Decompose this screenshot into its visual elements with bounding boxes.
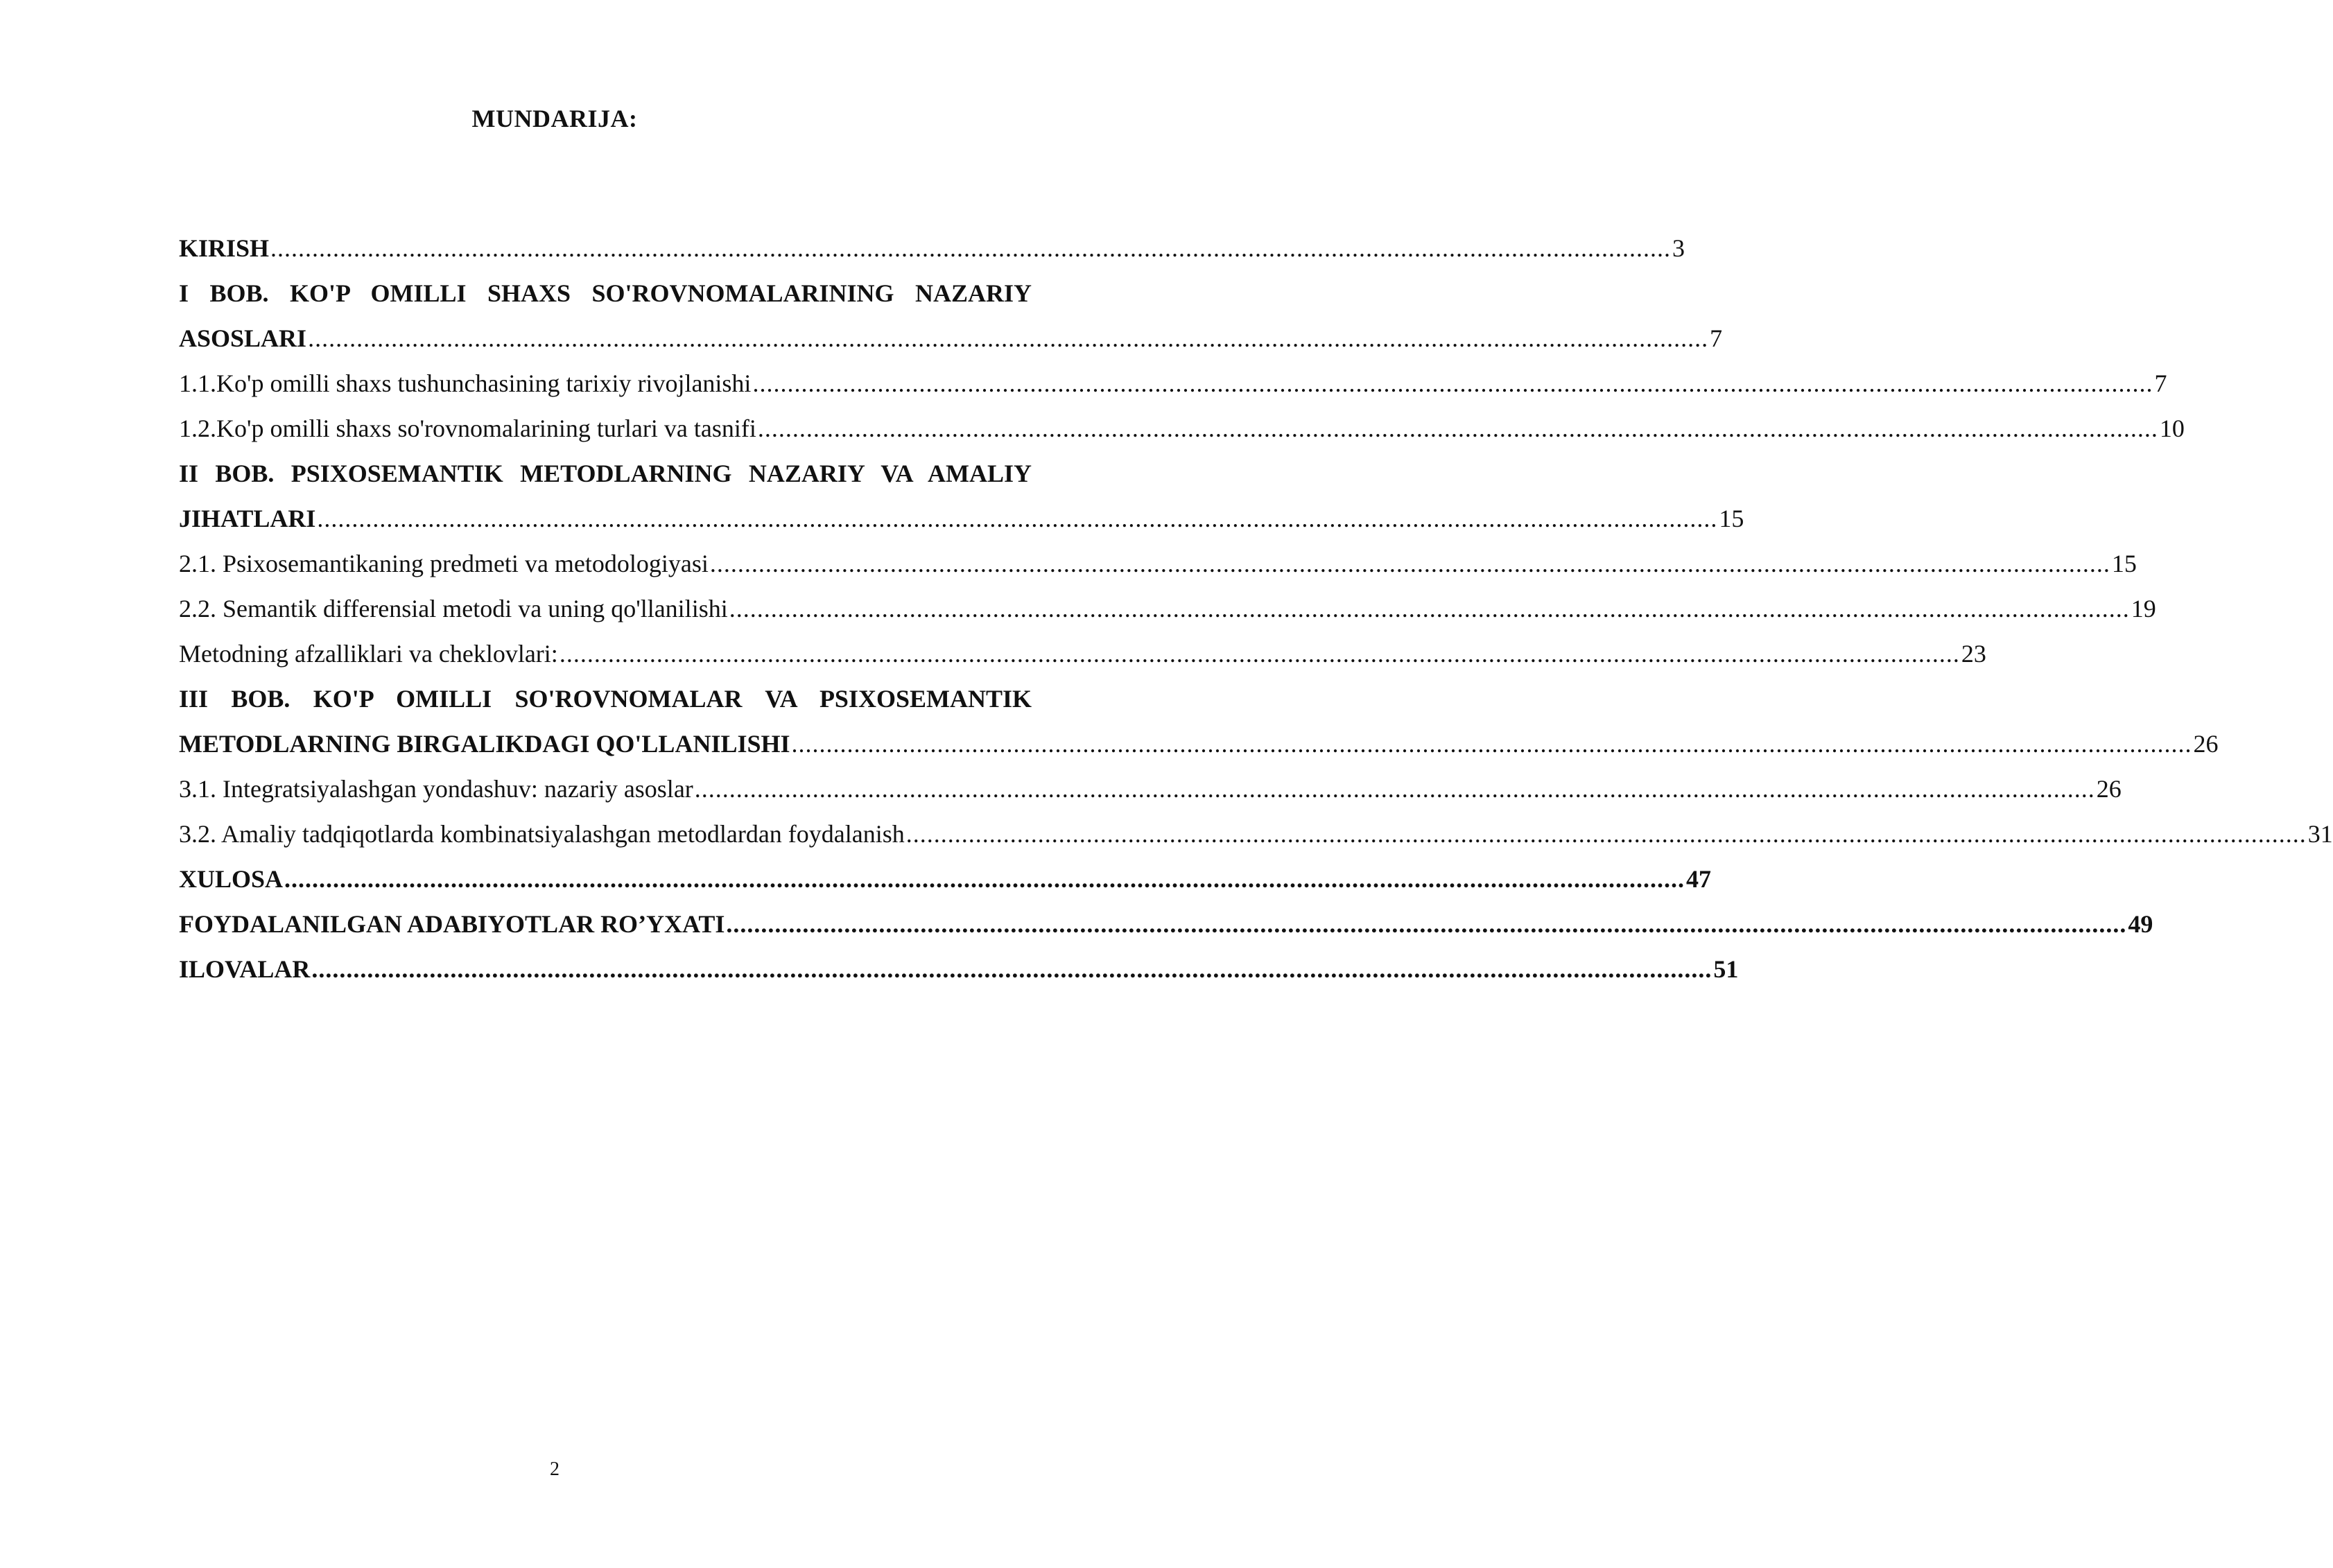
toc-entry-page: 7	[1710, 324, 1723, 352]
toc-leader-dots: ..........................................................................................................................................................................................................	[694, 775, 2095, 803]
toc-leader-dots: ..........................................................................................................................................................................................................	[311, 955, 1712, 983]
toc-leader-dots: ..........................................................................................................................................................................................................	[270, 234, 1672, 262]
toc-entry-label: KIRISH	[179, 234, 270, 262]
toc-leader-dots: ..........................................................................................................................................................................................................	[709, 550, 2110, 577]
toc-entry-page: 49	[2128, 910, 2153, 938]
toc-entry-label: ILOVALAR	[179, 955, 311, 983]
toc-entry-metodning[interactable]	[179, 631, 1986, 677]
toc-leader-dots: ..........................................................................................................................................................................................................	[308, 324, 1709, 352]
toc-entry-label: JIHATLARI	[179, 505, 316, 532]
toc-entry-page: 3	[1672, 234, 1685, 262]
toc-entry-adabiyotlar[interactable]	[179, 902, 2153, 947]
toc-entry-page: 15	[1719, 505, 1744, 532]
toc-entry-label: METODLARNING BIRGALIKDAGI QO'LLANILISHI	[179, 730, 790, 758]
toc-chapter-2-heading[interactable]: II BOB. PSIXOSEMANTIK METODLARNING NAZARIY VA AMALIY	[179, 460, 1032, 487]
toc-entry-page: 10	[2159, 415, 2185, 442]
toc-entry-page: 15	[2111, 550, 2137, 577]
toc-entry-label: 2.2. Semantik differensial metodi va uning qo'llanilishi	[179, 595, 728, 622]
toc-leader-dots: ..........................................................................................................................................................................................................	[752, 369, 2153, 397]
toc-entry-label: 3.2. Amaliy tadqiqotlarda kombinatsiyalashgan metodlardan foydalanish	[179, 820, 905, 848]
toc-entry-page: 26	[2096, 775, 2122, 803]
page-number: 2	[550, 1458, 560, 1480]
toc-chapter-1-heading[interactable]: I BOB. KO'P OMILLI SHAXS SO'ROVNOMALARINING NAZARIY	[179, 279, 1032, 307]
toc-entry-page: 47	[1686, 865, 1712, 893]
toc-entry-2-1[interactable]	[179, 541, 2137, 586]
toc-entry-page: 31	[2307, 820, 2333, 848]
toc-entry-page: 23	[1961, 640, 1986, 668]
toc-leader-dots: ..........................................................................................................................................................................................................	[905, 820, 2307, 848]
toc-entry-page: 26	[2193, 730, 2219, 758]
toc-entry-xulosa[interactable]	[179, 857, 1712, 902]
toc-leader-dots: ..........................................................................................................................................................................................................	[726, 910, 2127, 938]
toc-leader-dots: ..........................................................................................................................................................................................................	[559, 640, 1960, 668]
toc-entry-label: Metodning afzalliklari va cheklovlari:	[179, 640, 558, 668]
toc-entry-label: ASOSLARI	[179, 324, 307, 352]
toc-entry-label: XULOSA	[179, 865, 284, 893]
toc-entry-ilovalar[interactable]	[179, 947, 1739, 992]
toc-entry-1-2[interactable]	[179, 406, 2185, 451]
toc-entry-label: FOYDALANILGAN ADABIYOTLAR RO’YXATI	[179, 910, 725, 938]
toc-leader-dots: ..........................................................................................................................................................................................................	[757, 415, 2158, 442]
toc-entry-chapter-1[interactable]	[179, 316, 1723, 361]
toc-entry-label: 2.1. Psixosemantikaning predmeti va metodologiyasi	[179, 550, 709, 577]
toc-entry-3-2[interactable]	[179, 812, 2333, 857]
toc-entry-page: 7	[2154, 369, 2167, 397]
toc-chapter-3-heading[interactable]: III BOB. KO'P OMILLI SO'ROVNOMALAR VA PSIXOSEMANTIK	[179, 685, 1032, 713]
toc-leader-dots: ..........................................................................................................................................................................................................	[317, 505, 1718, 532]
toc-entry-2-2[interactable]	[179, 586, 2156, 631]
toc-entry-chapter-3[interactable]	[179, 722, 2219, 767]
toc-entry-kirish[interactable]	[179, 226, 1685, 271]
toc-leader-dots: ..........................................................................................................................................................................................................	[284, 865, 1685, 893]
toc-leader-dots: ..........................................................................................................................................................................................................	[729, 595, 2130, 622]
toc-entry-3-1[interactable]	[179, 767, 2122, 812]
toc-entry-chapter-2[interactable]	[179, 496, 1744, 541]
toc-entry-1-1[interactable]	[179, 361, 2167, 406]
toc-entry-label: 1.2.Ko'p omilli shaxs so'rovnomalarining turlari va tasnifi	[179, 415, 756, 442]
table-of-contents	[179, 226, 2333, 992]
toc-entry-label: 3.1. Integratsiyalashgan yondashuv: nazariy asoslar	[179, 775, 693, 803]
toc-entry-label: 1.1.Ko'p omilli shaxs tushunchasining tarixiy rivojlanishi	[179, 369, 752, 397]
toc-title: MUNDARIJA:	[471, 105, 638, 132]
toc-entry-page: 51	[1713, 955, 1739, 983]
toc-leader-dots: ..........................................................................................................................................................................................................	[791, 730, 2192, 758]
toc-entry-page: 19	[2131, 595, 2156, 622]
